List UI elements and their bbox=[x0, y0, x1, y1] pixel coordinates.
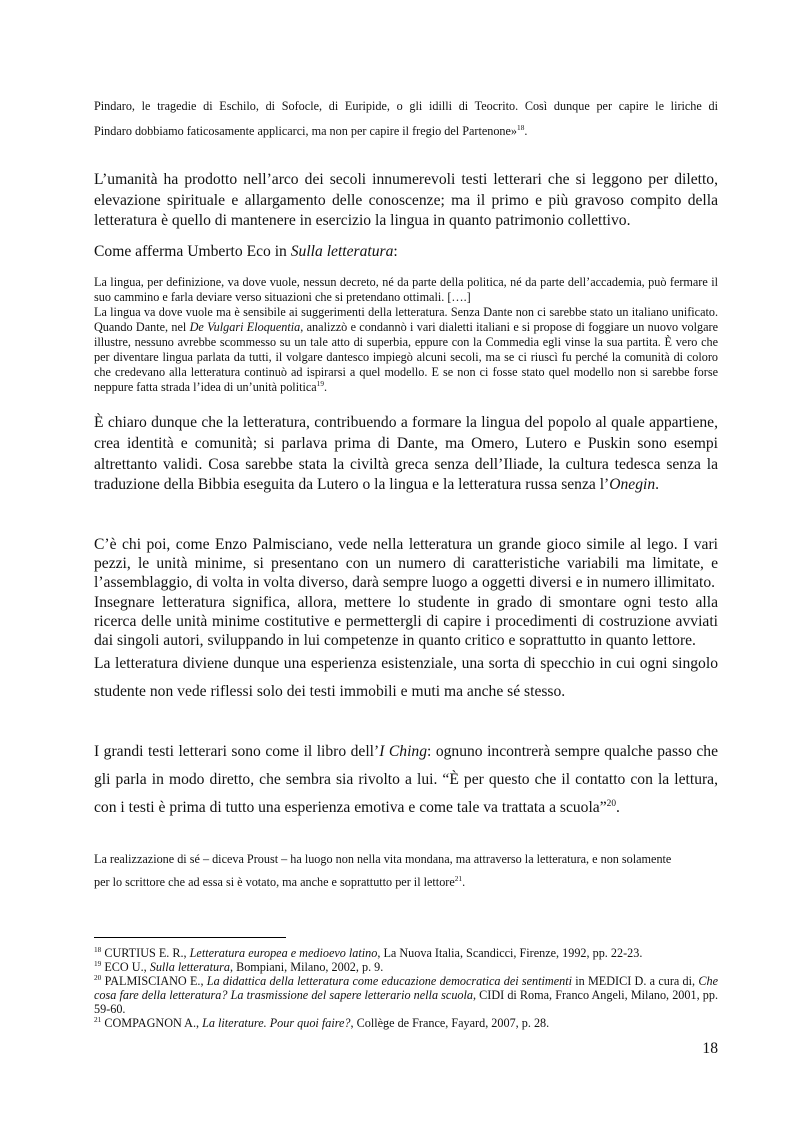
footnote-20: $^{20}$ PALMISCIANO E., La didattica della letteratura come educazione democratica dei sentimenti in MEDICI D. a cura di, Che cosa fare della letteratura? La trasmissione del sapere letterario nella scuola, CIDI di Roma, Franco Angeli, Milano, 2001, pp. 59-60. bbox=[94, 972, 718, 1016]
eco-quote-p1: La lingua, per definizione, va dove vuole, nessun decreto, né da parte della politica, né da parte dell’accademia, può fermare il suo cammino e farla deviare verso situazioni che si pretendano ottimali. [….] bbox=[94, 275, 718, 304]
quote-continuation bbox=[94, 94, 718, 144]
paragraph-lego: C’è chi poi, come Enzo Palmisciano, vede nella letteratura un grande gioco simile al lego. I vari pezzi, le unità minime, si presentano con un numero di caratteristiche variabili ma limitate, e l’assemblaggio, di volta in volta diverso, darà sempre luogo a oggetti diversi e in numero illimitato. bbox=[94, 536, 718, 592]
paragraph-mirror: La letteratura diviene dunque una esperienza esistenziale, una sorta di specchio in cui ogni singolo studente non vede riflessi solo dei testi immobili e muti ma anche sé stesso. bbox=[94, 655, 718, 701]
paragraph-identity: È chiaro dunque che la letteratura, contribuendo a formare la lingua del popolo al quale appartiene, crea identità e comunità; si parlava prima di Dante, ma Omero, Lutero e Puskin sono esempi altrettanto validi. Cosa sarebbe stata la civiltà greca senza dell’Iliade, la cultura tedesca senza la traduzione della Bibbia eseguita da Lutero o la lingua e la letteratura russa senza l’Onegin. bbox=[94, 414, 718, 494]
footnote-18: $^{18}$ CURTIUS E. R., Letteratura europea e medioevo latino, La Nuova Italia, Scandicci, Firenze, 1992, pp. 22-23. bbox=[94, 944, 643, 960]
eco-quote-p2: La lingua va dove vuole ma è sensibile ai suggerimenti della letteratura. Senza Dante non ci sarebbe stato un italiano unificato. Quando Dante, nel De Vulgari Eloquentia, analizzò e condannò i vari dialetti italiani e si propose di foggiare un nuovo volgare illustre, nessuno avrebbe scommesso su un tale atto di superbia, eppure con la Commedia egli vinse la sua partita. È vero che per diventare lingua parlata da tutti, il volgare dantesco impiegò alcuni secoli, ma se ci riuscì fu perché la comunità di coloro che credevano alla letteratura continuò ad ispirarsi a quel modello. E se non ci fosse stato quel modello non si sarebbe forse neppure fatta strada l’idea di un’unità politica$^{19}$. bbox=[94, 305, 718, 394]
page-number: 18 bbox=[702, 1040, 718, 1057]
footnote-ref-19: 19 bbox=[316, 378, 324, 388]
footnotes bbox=[94, 946, 718, 1030]
paragraph-iching: I grandi testi letterari sono come il libro dell’I Ching: ognuno incontrerà sempre qualche passo che gli parla in modo diretto, che sembra sia rivolto a lui. “È per questo che il contatto con la lettura, con i testi è prima di tutto una esperienza emotiva e come tale va trattata a scuola”$^{20}$. bbox=[94, 743, 718, 816]
footnote-19: $^{19}$ ECO U., Sulla letteratura, Bompiani, Milano, 2002, p. 9. bbox=[94, 958, 384, 974]
proust-quote: La realizzazione di sé – diceva Proust – ha luogo non nella vita mondana, ma attraverso la letteratura, e non solamente per lo scrittore che ad essa si è votato, ma anche e soprattutto per il lettore$^{21}$. bbox=[94, 852, 672, 889]
footnote-ref-18: 18 bbox=[517, 122, 525, 132]
palmisciano-section bbox=[94, 535, 718, 706]
footnote-21: $^{21}$ COMPAGNON A., La literature. Pour quoi faire?, Collège de France, Fayard, 2007, p. 28. bbox=[94, 1014, 550, 1030]
quote-line-2: Pindaro dobbiamo faticosamente applicarci, ma non per capire il fregio del Partenone»$^{18}$. bbox=[94, 122, 528, 138]
eco-intro: Come afferma Umberto Eco in Sulla letteratura: bbox=[94, 243, 398, 260]
paragraph-humanity: L’umanità ha prodotto nell’arco dei secoli innumerevoli testi letterari che si leggono per diletto, elevazione spirituale e allargamento delle conoscenze; ma il primo e più gravoso compito della letteratura è quello di mantenere in esercizio la lingua in quanto patrimonio collettivo. bbox=[94, 171, 718, 229]
paragraph-teaching: Insegnare letteratura significa, allora, mettere lo studente in grado di smontare ogni testo alla ricerca delle unità minime costitutive e permettergli di capire i procedimenti di costruzione avviati dai singoli autori, sviluppando in lui competenze in quanto critico e soprattutto in quanto lettore. bbox=[94, 593, 718, 650]
footnote-ref-20: 20 bbox=[606, 798, 617, 809]
quote-line-1: Pindaro, le tragedie di Eschilo, di Sofocle, di Euripide, o gli idilli di Teocrito. Così dunque per capire le liriche di bbox=[94, 99, 718, 113]
eco-book-title: Sulla letteratura bbox=[290, 243, 394, 260]
eco-quote bbox=[94, 275, 718, 395]
footnote-ref-21: 21 bbox=[454, 873, 463, 883]
footnote-separator bbox=[94, 937, 286, 938]
